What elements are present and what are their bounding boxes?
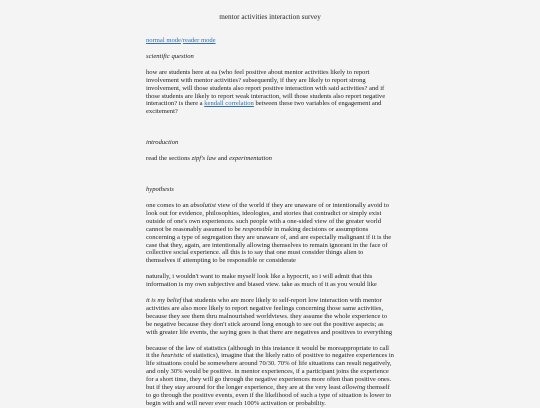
h4-before: because of the law of statistics (although in this instance it would be moreappropriate to call it the [146,344,389,360]
section-label-introduction: introduction [146,139,179,147]
question-text-after: between these two variables of engagement and excitement? [146,100,382,116]
hypothesis-paragraph-2: naturally, i wouldn't want to make myself look like a hypocrit, so i will admit that this information is my own subjective and biased view. take as much of it as you would like [146,273,377,289]
h3-after: that students who are more likely to self-report low interaction with mentor activities are also more likely to report negative feelings concerning those same activities, because they see them thru malnourished worldviews. they assume the whole experience to be negative because they don't stick around long enough to see out the positive aspects; as with greater life events, the saying goes is that there are negatives and positives to everything [146,297,393,336]
h4-mid: of statistics), imagine that the likely ratio of positive to negative experiences in life situations could be somewhere around 70/30. 70% of life situations can result negatively, and only 30% would be positive. in mentor experiences, if a participant joins the experience for a short time, they will go through the negative experiences more often than positive ones. but if they stay around for the longer experience, they are at the very least [146,352,394,392]
intro-zipf-law: zipf's law [191,155,217,163]
mode-switcher [146,37,394,45]
question-paragraph [146,69,394,116]
h1-after: in making decisions or assumptions concerning a type of segregation they are unaware of, and are especially malignant if it is the case that they, again, are intentionally allowing themselves to remain ignorant in the face of collective social experience. all this is to say that one must consider things alien to themselves if attempting to be responsible or considerate [146,225,392,265]
h3-belief: it is my belief [146,297,182,305]
page-title: mentor activities interaction survey [219,13,321,21]
question-text-before: how are students here at ea (who feel positive about mentor activities likely to report involvement with mentor activities? subsequently, if they are likely to report strong involvement, will those students also report positive interaction with said activities? and if those students are likely to report weak interaction, will those students also report negative interaction? is there a [146,68,386,108]
section-label-question: scientific question [146,52,194,60]
intro-experimentation: experimentation [229,155,272,163]
reader-mode-link[interactable]: reader mode [182,37,216,44]
h4-heuristic: heuristic [161,352,185,360]
intro-text-before: read the sections [146,155,192,163]
intro-paragraph [146,155,394,163]
hypothesis-paragraph-1 [146,202,394,265]
kendall-correlation-link[interactable]: kendall correlation [204,100,254,108]
h1-absolutist: absolutist [190,201,216,209]
h1-before: one comes to an [146,201,191,209]
mode-separator: / [180,37,183,44]
h1-mid: view of the world if they are unaware of or intentionally avoid to look out for evidence, philosophies, ideologies, and stories that contradict or simply exist outside of one's own experiences. such people with a one-sided view of the greater world cannot be reasonably assumed to be [146,201,389,233]
hypothesis-paragraph-3 [146,297,394,337]
intro-text-mid: and [216,155,230,163]
section-label-hypothesis: hypothesis [146,186,174,194]
article-body [146,37,394,408]
h4-after: themself to go through the positive events, even if the likelihood of such a type of situation is lower to begin with and will never ever reach 100% activation or probability. [146,384,392,407]
h4-allowing: allowing [342,384,366,392]
hypothesis-paragraph-4 [146,345,394,408]
h1-responsible: responsible [242,225,273,233]
normal-mode-link[interactable]: normal mode [146,37,181,44]
